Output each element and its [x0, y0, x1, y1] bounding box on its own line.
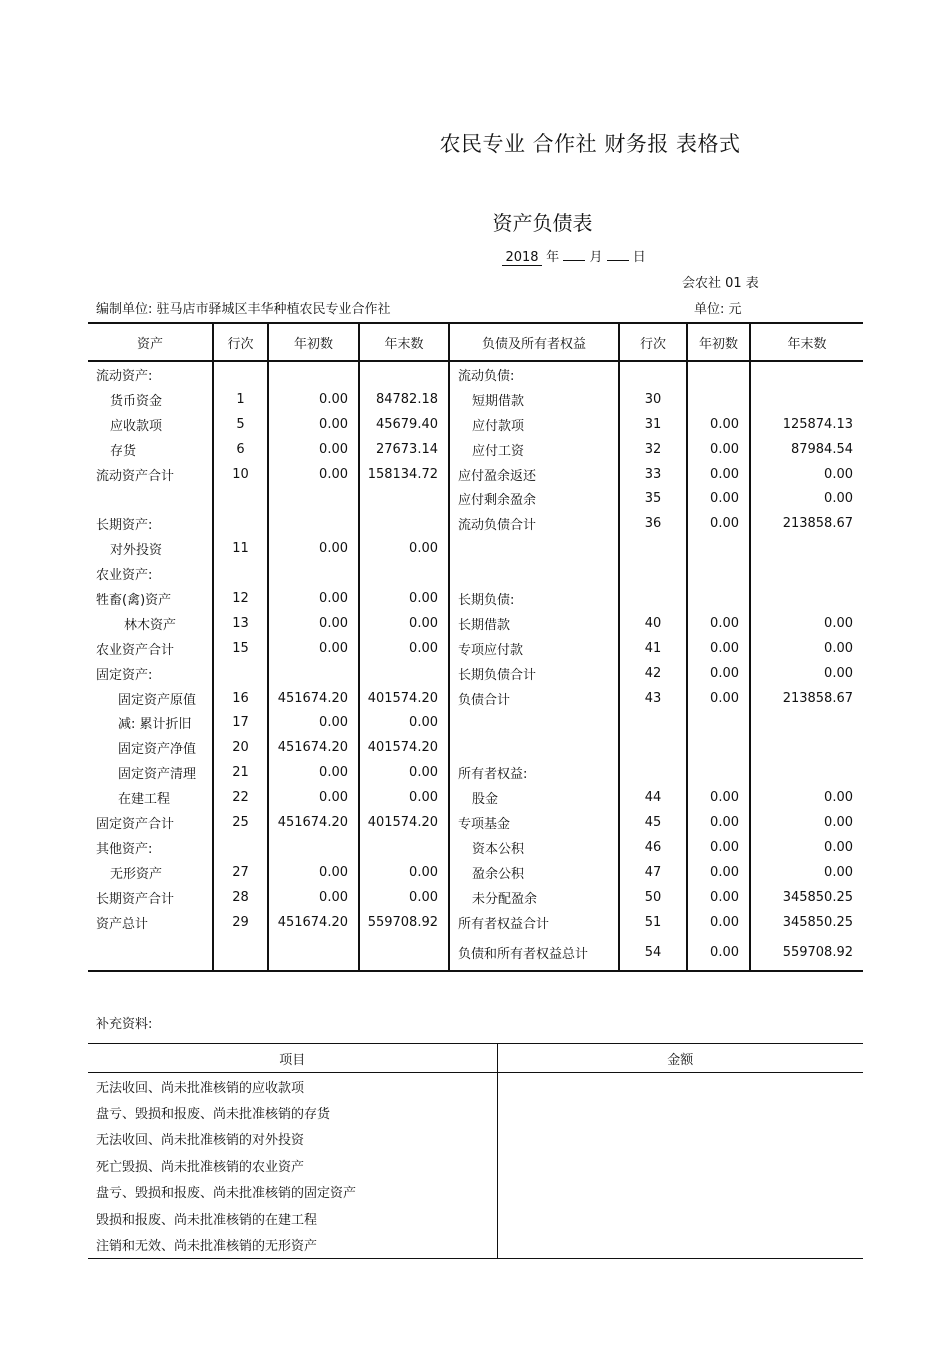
currency-unit: 单位: 元	[694, 302, 742, 317]
asset-name: 林木资产	[88, 611, 213, 636]
liability-line-no: 36	[619, 511, 687, 536]
asset-name: 在建工程	[88, 785, 213, 810]
liability-opening: 0.00	[687, 686, 750, 711]
liability-name: 应付工资	[449, 437, 619, 462]
supplement-header-row	[88, 1044, 863, 1073]
asset-opening: 451674.20	[268, 810, 359, 835]
table-row	[88, 437, 863, 462]
asset-closing	[359, 561, 449, 586]
liability-line-no: 50	[619, 885, 687, 910]
asset-name: 固定资产清理	[88, 760, 213, 785]
asset-closing	[359, 486, 449, 511]
asset-closing: 401574.20	[359, 810, 449, 835]
liability-line-no: 30	[619, 387, 687, 412]
liability-line-no: 44	[619, 785, 687, 810]
asset-opening	[268, 361, 359, 387]
liability-line-no: 45	[619, 810, 687, 835]
table-row	[88, 710, 863, 735]
liability-closing: 0.00	[824, 790, 853, 806]
asset-line-no: 5	[213, 412, 268, 437]
liability-opening: 0.00	[687, 885, 750, 910]
liability-name: 盈余公积	[449, 860, 619, 885]
liability-line-no	[619, 710, 687, 735]
header-liabilities: 负债及所有者权益	[449, 323, 619, 361]
supplement-amount	[497, 1179, 863, 1205]
table-row	[88, 810, 863, 835]
liability-opening: 0.00	[687, 934, 750, 971]
liability-closing: 0.00	[824, 466, 853, 482]
table-row	[88, 760, 863, 785]
asset-closing: 0.00	[359, 611, 449, 636]
liability-closing: 0.00	[824, 640, 853, 656]
table-row	[88, 611, 863, 636]
table-row	[88, 361, 863, 387]
liability-name	[449, 735, 619, 760]
asset-opening: 451674.20	[268, 910, 359, 935]
asset-opening: 0.00	[268, 611, 359, 636]
asset-name: 存货	[88, 437, 213, 462]
liability-opening: 0.00	[687, 511, 750, 536]
liability-closing: 559708.92	[750, 934, 863, 971]
supplement-row	[88, 1073, 863, 1100]
asset-line-no: 10	[213, 462, 268, 487]
asset-name: 固定资产:	[88, 661, 213, 686]
asset-closing: 0.00	[359, 636, 449, 661]
supplement-label: 补充资料:	[96, 1017, 153, 1032]
asset-line-no: 16	[213, 686, 268, 711]
liability-opening	[687, 735, 750, 760]
asset-line-no	[213, 661, 268, 686]
liability-opening: 0.00	[687, 437, 750, 462]
asset-line-no: 12	[213, 586, 268, 611]
liability-opening	[687, 710, 750, 735]
asset-opening: 0.00	[268, 710, 359, 735]
table-row	[88, 636, 863, 661]
asset-line-no: 1	[213, 387, 268, 412]
asset-opening	[268, 934, 359, 971]
liability-closing	[750, 710, 863, 735]
supplement-item: 盘亏、毁损和报废、尚未批准核销的存货	[88, 1099, 497, 1125]
liability-name: 专项基金	[449, 810, 619, 835]
supplement-item: 死亡毁损、尚未批准核销的农业资产	[88, 1152, 497, 1178]
asset-opening: 0.00	[268, 785, 359, 810]
supplement-row	[88, 1126, 863, 1152]
asset-closing: 27673.14	[359, 437, 449, 462]
asset-name	[88, 486, 213, 511]
form-number: 会农社 01 表	[682, 276, 759, 291]
liability-opening	[687, 561, 750, 586]
supplement-row	[88, 1205, 863, 1231]
liability-name: 长期负债合计	[449, 661, 619, 686]
supplement-row	[88, 1179, 863, 1205]
asset-closing: 158134.72	[359, 462, 449, 487]
asset-name	[88, 934, 213, 971]
liability-line-no: 33	[619, 462, 687, 487]
table-row	[88, 735, 863, 760]
asset-closing	[359, 661, 449, 686]
asset-line-no: 22	[213, 785, 268, 810]
table-header-row	[88, 323, 863, 361]
liability-opening: 0.00	[687, 835, 750, 860]
liability-closing: 345850.25	[782, 914, 853, 930]
asset-line-no: 20	[213, 735, 268, 760]
asset-opening: 0.00	[268, 437, 359, 462]
liability-opening: 0.00	[687, 661, 750, 686]
asset-closing: 45679.40	[359, 412, 449, 437]
liability-name: 长期负债:	[449, 586, 619, 611]
supplement-amount	[497, 1152, 863, 1178]
table-row	[88, 934, 863, 971]
liability-opening	[687, 361, 750, 387]
liability-closing: 0.00	[824, 864, 853, 880]
liability-opening: 0.00	[687, 910, 750, 935]
table-row	[88, 686, 863, 711]
asset-closing: 0.00	[359, 860, 449, 885]
supplement-row	[88, 1099, 863, 1125]
table-row	[88, 910, 863, 935]
asset-name: 流动资产合计	[88, 462, 213, 487]
supplement-item: 盘亏、毁损和报废、尚未批准核销的固定资产	[88, 1179, 497, 1205]
liability-opening: 0.00	[687, 810, 750, 835]
asset-opening	[268, 835, 359, 860]
liability-line-no	[619, 586, 687, 611]
supplement-item: 无法收回、尚未批准核销的应收款项	[88, 1073, 497, 1100]
asset-name: 无形资产	[88, 860, 213, 885]
liability-name: 股金	[449, 785, 619, 810]
date-month-label: 月	[589, 250, 603, 265]
date-year: 2018	[502, 250, 542, 266]
asset-line-no	[213, 511, 268, 536]
liability-opening: 0.00	[687, 462, 750, 487]
table-row	[88, 885, 863, 910]
liability-opening	[687, 586, 750, 611]
asset-line-no	[213, 934, 268, 971]
liability-closing: 0.00	[824, 665, 853, 681]
asset-name: 流动资产:	[88, 361, 213, 387]
header-closing: 年末数	[359, 323, 449, 361]
supplement-table	[88, 1043, 863, 1259]
asset-opening: 0.00	[268, 387, 359, 412]
asset-line-no: 6	[213, 437, 268, 462]
liability-line-no	[619, 361, 687, 387]
liability-closing	[750, 536, 863, 561]
asset-name: 农业资产合计	[88, 636, 213, 661]
liability-name: 所有者权益:	[449, 760, 619, 785]
header-line-no: 行次	[619, 323, 687, 361]
asset-closing: 401574.20	[359, 686, 449, 711]
asset-closing: 84782.18	[359, 387, 449, 412]
asset-line-no: 28	[213, 885, 268, 910]
table-row	[88, 536, 863, 561]
liability-line-no	[619, 760, 687, 785]
asset-opening: 451674.20	[268, 686, 359, 711]
liability-name: 负债合计	[449, 686, 619, 711]
asset-opening	[268, 561, 359, 586]
liability-closing: 213858.67	[782, 516, 853, 532]
liability-name: 负债和所有者权益总计	[449, 934, 619, 971]
liability-name	[449, 536, 619, 561]
liability-line-no: 47	[619, 860, 687, 885]
asset-line-no: 15	[213, 636, 268, 661]
liability-line-no: 41	[619, 636, 687, 661]
liability-name: 短期借款	[449, 387, 619, 412]
asset-closing	[359, 361, 449, 387]
asset-name: 应收款项	[88, 412, 213, 437]
asset-line-no: 25	[213, 810, 268, 835]
date-year-label: 年	[546, 250, 560, 265]
liability-closing	[750, 561, 863, 586]
asset-closing: 0.00	[359, 586, 449, 611]
liability-opening	[687, 760, 750, 785]
liability-name: 长期借款	[449, 611, 619, 636]
liability-closing: 87984.54	[790, 441, 853, 457]
header-line-no: 行次	[213, 323, 268, 361]
asset-name: 固定资产净值	[88, 735, 213, 760]
supplement-header-item: 项目	[88, 1044, 497, 1073]
asset-name: 对外投资	[88, 536, 213, 561]
liability-name: 应付剩余盈余	[449, 486, 619, 511]
supplement-amount	[497, 1205, 863, 1231]
asset-line-no: 21	[213, 760, 268, 785]
table-row	[88, 586, 863, 611]
liability-closing: 0.00	[824, 814, 853, 830]
liability-closing: 0.00	[824, 615, 853, 631]
supplement-amount	[497, 1073, 863, 1100]
liability-closing	[750, 760, 863, 785]
liability-line-no: 51	[619, 910, 687, 935]
liability-opening: 0.00	[687, 611, 750, 636]
liability-name: 所有者权益合计	[449, 910, 619, 935]
asset-opening: 451674.20	[268, 735, 359, 760]
liability-name	[449, 710, 619, 735]
supplement-amount	[497, 1231, 863, 1258]
asset-opening	[268, 486, 359, 511]
asset-closing: 0.00	[359, 885, 449, 910]
table-row	[88, 561, 863, 586]
liability-closing: 213858.67	[782, 690, 853, 706]
table-row	[88, 860, 863, 885]
asset-name: 固定资产原值	[88, 686, 213, 711]
asset-line-no	[213, 361, 268, 387]
table-row	[88, 412, 863, 437]
report-title: 资产负债表	[492, 211, 593, 235]
asset-opening: 0.00	[268, 636, 359, 661]
liability-closing	[750, 387, 863, 412]
asset-closing: 0.00	[359, 710, 449, 735]
asset-closing: 0.00	[359, 785, 449, 810]
asset-line-no	[213, 486, 268, 511]
supplement-amount	[497, 1099, 863, 1125]
balance-sheet-table	[88, 322, 863, 972]
liability-closing: 0.00	[824, 839, 853, 855]
table-row	[88, 661, 863, 686]
liability-line-no: 46	[619, 835, 687, 860]
asset-closing	[359, 511, 449, 536]
asset-line-no	[213, 561, 268, 586]
liability-line-no: 31	[619, 412, 687, 437]
asset-line-no: 13	[213, 611, 268, 636]
liability-closing	[750, 735, 863, 760]
liability-name: 专项应付款	[449, 636, 619, 661]
supplement-amount	[497, 1126, 863, 1152]
liability-name: 资本公积	[449, 835, 619, 860]
asset-name: 货币资金	[88, 387, 213, 412]
header-opening: 年初数	[687, 323, 750, 361]
supplement-header-amount: 金额	[497, 1044, 863, 1073]
asset-name: 减: 累计折旧	[88, 710, 213, 735]
asset-name: 固定资产合计	[88, 810, 213, 835]
liability-opening	[687, 387, 750, 412]
asset-name: 其他资产:	[88, 835, 213, 860]
header-opening: 年初数	[268, 323, 359, 361]
liability-closing	[750, 361, 863, 387]
asset-name: 农业资产:	[88, 561, 213, 586]
asset-name: 牲畜(禽)资产	[88, 586, 213, 611]
asset-opening: 0.00	[268, 885, 359, 910]
date-day-label: 日	[632, 250, 646, 265]
liability-line-no: 40	[619, 611, 687, 636]
asset-closing: 559708.92	[359, 910, 449, 935]
header-closing: 年末数	[750, 323, 863, 361]
asset-closing: 0.00	[359, 536, 449, 561]
date-month	[563, 260, 585, 261]
asset-line-no: 11	[213, 536, 268, 561]
asset-closing: 401574.20	[359, 735, 449, 760]
document-title: 农民专业 合作社 财务报 表格式	[439, 132, 741, 156]
asset-opening: 0.00	[268, 860, 359, 885]
asset-name: 长期资产合计	[88, 885, 213, 910]
liability-opening: 0.00	[687, 860, 750, 885]
liability-name	[449, 561, 619, 586]
liability-line-no	[619, 735, 687, 760]
supplement-item: 毁损和报废、尚未批准核销的在建工程	[88, 1205, 497, 1231]
asset-closing: 0.00	[359, 760, 449, 785]
liability-opening: 0.00	[687, 486, 750, 511]
date-day	[607, 260, 629, 261]
liability-name: 流动负债合计	[449, 511, 619, 536]
asset-line-no: 29	[213, 910, 268, 935]
supplement-row	[88, 1231, 863, 1258]
liability-line-no: 35	[619, 486, 687, 511]
supplement-row	[88, 1152, 863, 1178]
liability-closing: 345850.25	[782, 889, 853, 905]
liability-closing: 0.00	[824, 491, 853, 507]
asset-name: 长期资产:	[88, 511, 213, 536]
liability-name: 未分配盈余	[449, 885, 619, 910]
table-row	[88, 835, 863, 860]
report-date	[502, 246, 646, 266]
table-row	[88, 462, 863, 487]
asset-opening: 0.00	[268, 412, 359, 437]
asset-opening: 0.00	[268, 462, 359, 487]
asset-opening	[268, 511, 359, 536]
liability-line-no: 32	[619, 437, 687, 462]
table-row	[88, 785, 863, 810]
liability-line-no: 43	[619, 686, 687, 711]
asset-opening: 0.00	[268, 536, 359, 561]
liability-line-no	[619, 561, 687, 586]
liability-name: 应付款项	[449, 412, 619, 437]
liability-opening: 0.00	[687, 785, 750, 810]
table-row	[88, 486, 863, 511]
asset-closing	[359, 934, 449, 971]
liability-opening	[687, 536, 750, 561]
liability-line-no: 42	[619, 661, 687, 686]
liability-closing: 125874.13	[782, 416, 853, 432]
asset-line-no	[213, 835, 268, 860]
table-row	[88, 511, 863, 536]
liability-line-no: 54	[619, 934, 687, 971]
liability-line-no	[619, 536, 687, 561]
asset-line-no: 27	[213, 860, 268, 885]
asset-opening: 0.00	[268, 586, 359, 611]
asset-line-no: 17	[213, 710, 268, 735]
liability-name: 应付盈余返还	[449, 462, 619, 487]
asset-closing	[359, 835, 449, 860]
asset-name: 资产总计	[88, 910, 213, 935]
asset-opening: 0.00	[268, 760, 359, 785]
liability-closing	[750, 586, 863, 611]
liability-name: 流动负债:	[449, 361, 619, 387]
liability-opening: 0.00	[687, 636, 750, 661]
supplement-item: 无法收回、尚未批准核销的对外投资	[88, 1126, 497, 1152]
header-assets: 资产	[88, 323, 213, 361]
table-row	[88, 387, 863, 412]
organization: 编制单位: 驻马店市驿城区丰华种植农民专业合作社	[96, 302, 391, 317]
liability-opening: 0.00	[687, 412, 750, 437]
supplement-item: 注销和无效、尚未批准核销的无形资产	[88, 1231, 497, 1258]
asset-opening	[268, 661, 359, 686]
